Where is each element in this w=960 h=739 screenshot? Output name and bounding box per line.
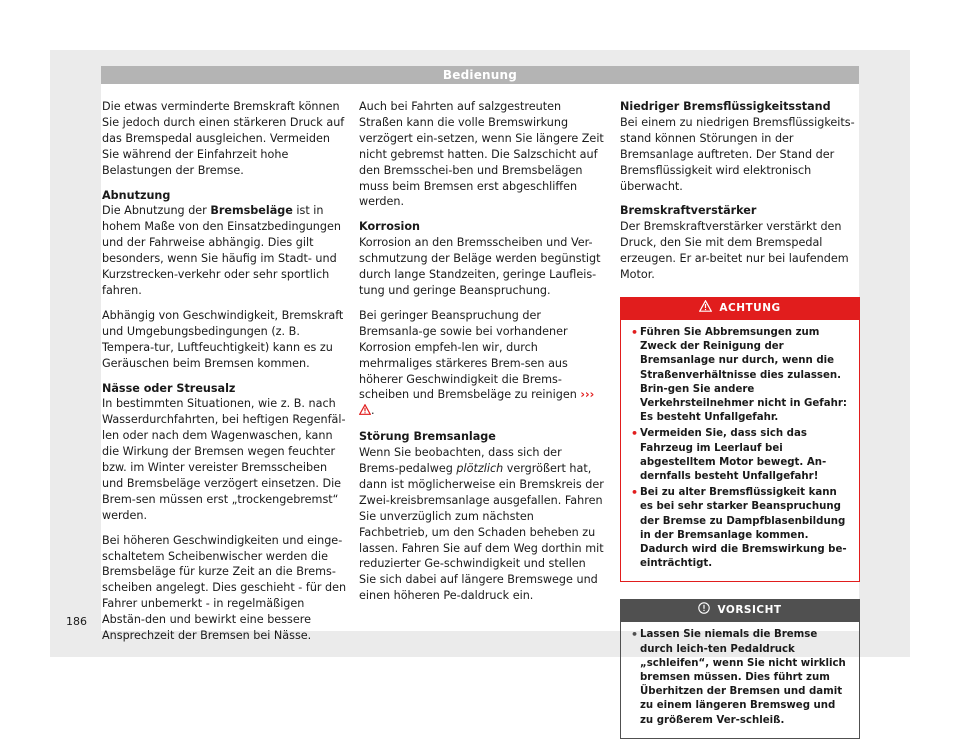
paragraph: In bestimmten Situationen, wie z. B. nach Wasserdurchfahrten, bei heftigen Regenfäl-len oder nach dem Wagenwaschen, kann die Wirkung der Bremsen wegen feuchter bzw. im Winter vereister Bremsscheiben und Bremsbeläge verzögert einsetzen. Die Brem-sen müssen erst „trockengebremst“ werden. xyxy=(102,397,346,522)
achtung-header xyxy=(621,298,859,320)
heading-naesse: Nässe oder Streusalz xyxy=(102,381,236,395)
paragraph: Bei einem zu niedrigen Bremsflüssigkeits-stand können Störungen in der Bremsanlage auftreten. Der Stand der Bremsflüssigkeit wird elektronisch überwacht. xyxy=(620,115,855,193)
list-item: • Bei zu alter Bremsflüssigkeit kann es bei sehr starker Beanspruchung der Bremse zu Dampfblasenbildung in der Bremsanlage kommen. Dadurch wird die Bremswirkung be-einträchtigt. xyxy=(631,486,847,570)
list-item: • Lassen Sie niemals die Bremse durch leich-ten Pedaldruck „schleifen“, wenn Sie nicht wirklich bremsen müssen. Dies führt zum Überhitzen der Bremsen und damit zu einem längeren Bremsweg und zu größerem Ver-schleiß. xyxy=(631,628,846,726)
heading-abnutzung: Abnutzung xyxy=(102,188,171,202)
bullet: • xyxy=(631,325,639,339)
paragraph: Bei geringer Beanspruchung der Bremsanla-ge sowie bei vorhandener Korrosion empfeh-len wir, durch mehrmaliges stärkeres Brem-sen aus höherer Geschwindigkeit die Brems-scheiben und Bremsbeläge zu reinigen ››› . xyxy=(359,308,604,420)
vorsicht-header xyxy=(621,600,859,622)
heading-korrosion: Korrosion xyxy=(359,220,421,234)
bullet: • xyxy=(631,628,639,642)
column-3 xyxy=(620,99,860,739)
section-header: Bedienung xyxy=(101,66,859,84)
paragraph: Die etwas verminderte Bremskraft können Sie jedoch durch einen stärkeren Druck auf das Bremspedal ausgleichen. Vermeiden Sie während der Einfahrzeit hohe Belastungen der Bremse. xyxy=(102,100,345,177)
vorsicht-caution-box xyxy=(620,599,860,738)
heading-niedriger: Niedriger Bremsflüssigkeitsstand xyxy=(620,100,831,113)
bullet: • xyxy=(631,486,639,500)
cross-reference-link[interactable]: ››› xyxy=(580,388,595,402)
heading-verstaerker: Bremskraftverstärker xyxy=(620,204,757,218)
paragraph: Bei höheren Geschwindigkeiten und einge-schaltetem Scheibenwischer werden die Bremsbeläge für kurze Zeit an die Brems-scheiben angelegt. Dies geschieht - für den Fahrer unbemerkt - in regelmäßigen Abstän-den und bewirkt eine bessere Ansprechzeit der Bremsen bei Nässe. xyxy=(102,533,347,643)
paragraph: Wenn Sie beobachten, dass sich der Brems-pedalweg plötzlich vergrößert hat, dann ist möglicherweise ein Bremskreis der Zwei-kreisbremsanlage ausgefallen. Fahren Sie unverzüglich zum nächsten Fachbetrieb, um den Schaden beheben zu lassen. Fahren Sie auf dem Weg dorthin mit reduzierter Ge-schwindigkeit und stellen Sie sich dabei auf längere Bremswege und einen höheren Pe-daldruck ein. xyxy=(359,446,604,603)
paragraph: Die Abnutzung der Bremsbeläge ist in hohem Maße von den Einsatzbedingungen und der Fahrweise abhängig. Dies gilt besonders, wenn Sie häufig im Stadt- und Kurzstrecken-verkehr oder sehr sportlich fahren. xyxy=(102,204,341,297)
warning-triangle-icon xyxy=(359,404,371,420)
vorsicht-body xyxy=(621,622,859,737)
vorsicht-title: VORSICHT xyxy=(717,604,782,617)
achtung-warning-box xyxy=(620,297,860,582)
info-circle-icon xyxy=(698,602,710,620)
column-2 xyxy=(359,99,604,613)
emphasis: plötzlich xyxy=(456,462,504,476)
paragraph: Abhängig von Geschwindigkeit, Bremskraft und Umgebungsbedingungen (z. B. Tempera-tur, Luftfeuchtigkeit) kann es zu Geräuschen beim Bremsen kommen. xyxy=(102,308,344,370)
paragraph: Auch bei Fahrten auf salzgestreuten Straßen kann die volle Bremswirkung verzögert ein-setzen, wenn Sie längere Zeit nicht gebremst hatten. Die Salzschicht auf den Bremsschei-ben und Bremsbelägen muss beim Bremsen erst abgeschliffen werden. xyxy=(359,100,604,209)
achtung-title: ACHTUNG xyxy=(719,302,781,315)
paragraph: Korrosion an den Bremsscheiben und Ver-schmutzung der Beläge werden begünstigt durch lange Standzeiten, geringe Laufleis-tung und geringe Beanspruchung. xyxy=(359,236,601,297)
list-item: • Führen Sie Abbremsungen zum Zweck der Reinigung der Bremsanlage nur durch, wenn die Straßenverhältnisse dies zulassen. Brin-gen Sie andere Verkehrsteilnehmer nicht in Gefahr: Es besteht Unfallgefahr. xyxy=(631,325,847,424)
heading-stoerung: Störung Bremsanlage xyxy=(359,430,496,444)
page-number: 186 xyxy=(66,615,87,628)
bullet: • xyxy=(631,427,639,441)
warning-triangle-icon xyxy=(699,300,712,318)
achtung-body xyxy=(621,320,859,581)
column-1 xyxy=(102,99,347,653)
list-item: • Vermeiden Sie, dass sich das Fahrzeug im Leerlauf bei abgestelltem Motor bewegt. An-dernfalls besteht Unfallgefahr! xyxy=(631,427,827,482)
bold-term: Bremsbeläge xyxy=(210,204,293,218)
paragraph: Der Bremskraftverstärker verstärkt den Druck, den Sie mit dem Bremspedal erzeugen. Er ar-beitet nur bei laufendem Motor. xyxy=(620,220,849,282)
